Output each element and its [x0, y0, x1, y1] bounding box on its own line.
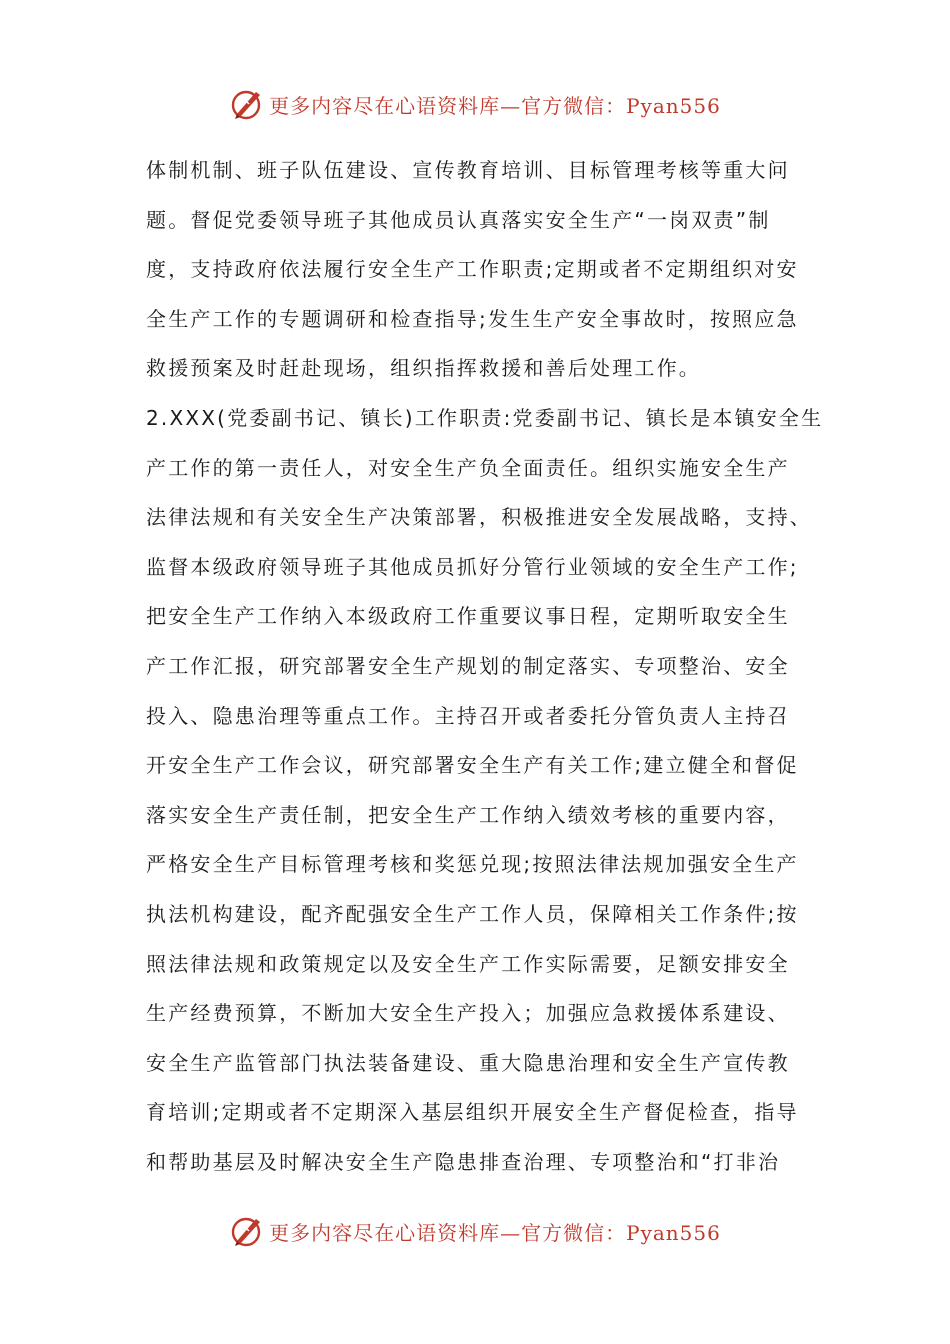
text-line: 全生产工作的专题调研和检查指导;发生生产安全事故时，按照应急 — [146, 306, 799, 331]
banner-separator: — — [500, 93, 522, 118]
footer-banner — [0, 1211, 950, 1251]
pen-logo-icon — [229, 1213, 265, 1249]
text-line: 照法律法规和政策规定以及安全生产工作实际需要，足额安排安全 — [146, 951, 790, 976]
banner-title: 更多内容尽在心语资料库 — [269, 93, 501, 118]
text-line: 执法机构建设，配齐配强安全生产工作人员，保障相关工作条件;按 — [146, 901, 799, 926]
document-body — [146, 150, 824, 1191]
text-line: 安全生产监管部门执法装备建设、重大隐患治理和安全生产宣传教 — [146, 1050, 790, 1075]
text-line: 和帮助基层及时解决安全生产隐患排查治理、专项整治和“打非治 — [146, 1149, 781, 1174]
text-line: 产工作汇报，研究部署安全生产规划的制定落实、专项整治、安全 — [146, 653, 790, 678]
text-line: 生产经费预算，不断加大安全生产投入；加强应急救援体系建设、 — [146, 1001, 790, 1026]
text-line: 把安全生产工作纳入本级政府工作重要议事日程，定期听取安全生 — [146, 604, 790, 629]
text-line: 题。督促党委领导班子其他成员认真落实安全生产“一岗双责”制 — [146, 207, 771, 232]
banner-separator: — — [500, 1220, 522, 1245]
banner-wechat-id: Pyan556 — [626, 1220, 721, 1245]
text-line: 救援预案及时赶赴现场，组织指挥救援和善后处理工作。 — [146, 356, 701, 381]
text-line: 产工作的第一责任人，对安全生产负全面责任。组织实施安全生产 — [146, 455, 790, 480]
text-line: 开安全生产工作会议，研究部署安全生产有关工作;建立健全和督促 — [146, 753, 799, 778]
text-line: 体制机制、班子队伍建设、宣传教育培训、目标管理考核等重大问 — [146, 158, 790, 182]
banner-wechat-label: 官方微信： — [521, 1220, 627, 1245]
banner-wechat-id: Pyan556 — [626, 93, 721, 118]
text-line: 落实安全生产责任制，把安全生产工作纳入绩效考核的重要内容， — [146, 802, 790, 827]
text-line: 投入、隐患治理等重点工作。主持召开或者委托分管负责人主持召 — [146, 703, 790, 728]
banner-wechat-label: 官方微信： — [521, 93, 627, 118]
banner-title: 更多内容尽在心语资料库 — [269, 1220, 501, 1245]
text-line: 监督本级政府领导班子其他成员抓好分管行业领域的安全生产工作; — [146, 554, 799, 579]
text-line: 度，支持政府依法履行安全生产工作职责;定期或者不定期组织对安 — [146, 257, 799, 282]
text-line: 2.XXX(党委副书记、镇长)工作职责:党委副书记、镇长是本镇安全生 — [146, 405, 824, 430]
pen-logo-icon — [229, 86, 265, 122]
header-banner — [0, 84, 950, 124]
text-line: 法律法规和有关安全生产决策部署，积极推进安全发展战略，支持、 — [146, 505, 812, 530]
text-line: 严格安全生产目标管理考核和奖惩兑现;按照法律法规加强安全生产 — [146, 852, 799, 877]
text-line: 育培训;定期或者不定期深入基层组织开展安全生产督促检查，指导 — [146, 1100, 799, 1125]
